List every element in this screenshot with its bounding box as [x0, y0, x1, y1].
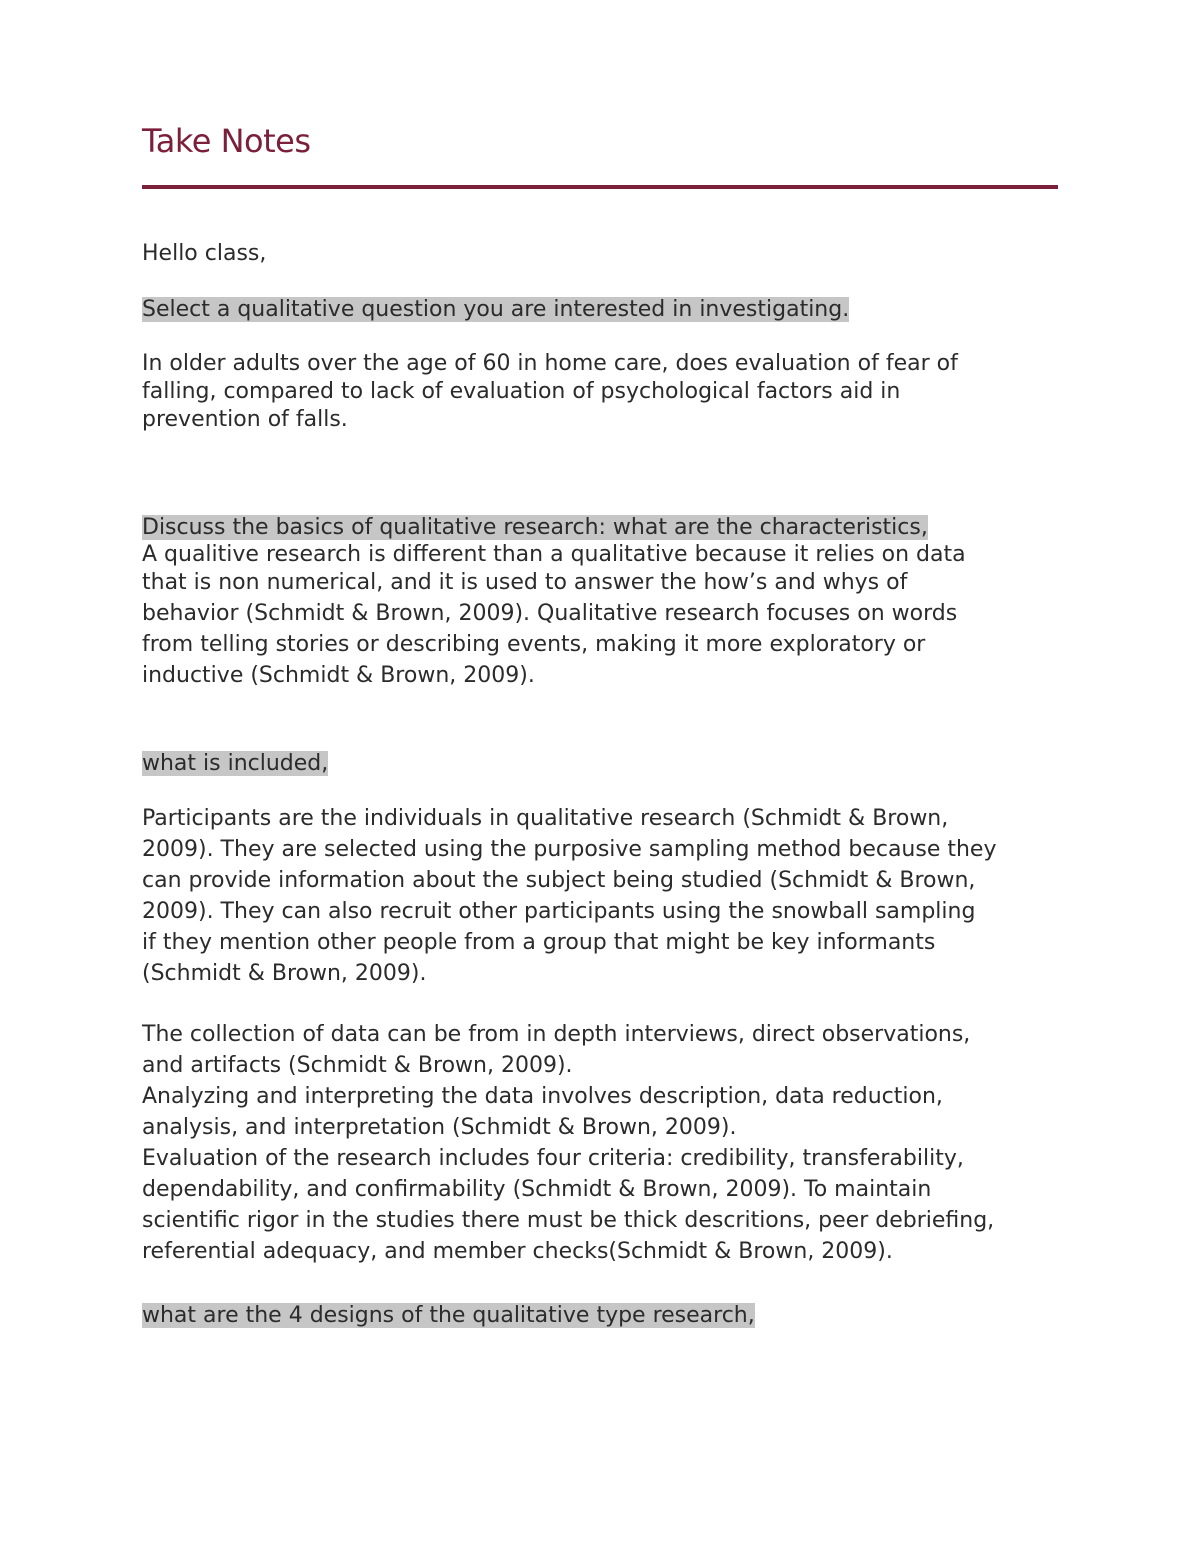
- data-line: dependability, and confirmability (Schmidt & Brown, 2009). To maintain: [142, 1177, 932, 1202]
- data-line: The collection of data can be from in depth interviews, direct observations,: [142, 1022, 971, 1047]
- participants-line: Participants are the individuals in qualitative research (Schmidt & Brown,: [142, 806, 949, 831]
- prompt-question-paragraph: [142, 296, 1072, 324]
- prompt-question-highlight: Select a qualitative question you are interested in investigating.: [142, 297, 850, 322]
- characteristics-line: that is non numerical, and it is used to answer the how’s and whys of: [142, 570, 908, 595]
- participants-line: 2009). They are selected using the purposive sampling method because they: [142, 837, 997, 862]
- data-line: Evaluation of the research includes four criteria: credibility, transferability,: [142, 1146, 964, 1171]
- data-line: referential adequacy, and member checks(Schmidt & Brown, 2009).: [142, 1239, 893, 1264]
- participants-line: (Schmidt & Brown, 2009).: [142, 961, 427, 986]
- data-line: and artifacts (Schmidt & Brown, 2009).: [142, 1053, 573, 1078]
- prompt-included-paragraph: [142, 750, 1072, 778]
- prompt-included-highlight: what is included,: [142, 751, 329, 776]
- question-line: In older adults over the age of 60 in home care, does evaluation of fear of: [142, 351, 958, 376]
- prompt-designs-highlight: what are the 4 designs of the qualitative type research,: [142, 1303, 755, 1328]
- characteristics-line: behavior (Schmidt & Brown, 2009). Qualitative research focuses on words: [142, 601, 958, 626]
- characteristics-line: inductive (Schmidt & Brown, 2009).: [142, 663, 535, 688]
- characteristics-paragraph: [142, 541, 1072, 693]
- data-line: Analyzing and interpreting the data involves description, data reduction,: [142, 1084, 943, 1109]
- participants-line: if they mention other people from a group that might be key informants: [142, 930, 936, 955]
- data-line: analysis, and interpretation (Schmidt & Brown, 2009).: [142, 1115, 737, 1140]
- characteristics-line: from telling stories or describing events, making it more exploratory or: [142, 632, 926, 657]
- prompt-characteristics-highlight: Discuss the basics of qualitative research: what are the characteristics,: [142, 515, 928, 540]
- data-paragraph: [142, 1021, 1072, 1269]
- page-title: Take Notes: [142, 122, 311, 160]
- participants-paragraph: [142, 805, 1072, 991]
- participants-line: 2009). They can also recruit other participants using the snowball sampling: [142, 899, 976, 924]
- question-line: falling, compared to lack of evaluation of psychological factors aid in: [142, 379, 901, 404]
- participants-line: can provide information about the subject being studied (Schmidt & Brown,: [142, 868, 976, 893]
- question-line: prevention of falls.: [142, 407, 348, 432]
- prompt-designs-paragraph: [142, 1302, 1072, 1330]
- prompt-characteristics-paragraph: [142, 514, 1072, 542]
- greeting-text: Hello class,: [142, 241, 267, 266]
- characteristics-line: A qualitive research is different than a qualitative because it relies on data: [142, 542, 966, 567]
- question-paragraph: [142, 350, 1072, 434]
- data-line: scientific rigor in the studies there must be thick descritions, peer debriefing,: [142, 1208, 995, 1233]
- title-divider: [142, 185, 1058, 189]
